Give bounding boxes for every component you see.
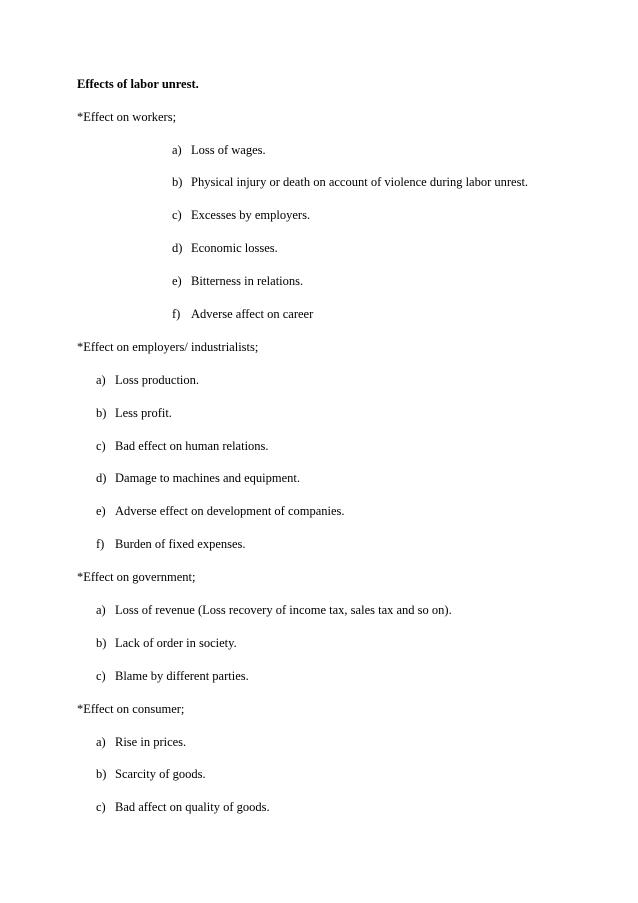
list-item-text: Scarcity of goods.: [115, 767, 206, 781]
list-item: [172, 240, 278, 256]
section-heading-employers: *Effect on employers/ industrialists;: [77, 340, 259, 354]
list-item: [172, 174, 528, 190]
list-item: [96, 438, 269, 454]
list-item: [96, 635, 237, 651]
list-item: [96, 668, 249, 684]
list-marker: a): [172, 143, 182, 157]
section-heading-government: *Effect on government;: [77, 570, 196, 584]
list-marker: a): [96, 735, 106, 749]
list-marker: d): [172, 241, 183, 255]
list-item: [96, 503, 345, 519]
list-marker: f): [96, 537, 105, 551]
list-marker: a): [96, 603, 106, 617]
list-item: [172, 142, 266, 158]
list-item-text: Adverse affect on career: [191, 307, 314, 321]
list-item-text: Rise in prices.: [115, 735, 187, 749]
list-item-text: Damage to machines and equipment.: [115, 471, 301, 485]
list-marker: c): [96, 669, 106, 683]
list-marker: c): [96, 800, 106, 814]
list-item: [96, 799, 270, 815]
list-marker: c): [172, 208, 182, 222]
list-marker: b): [172, 175, 183, 189]
list-marker: c): [96, 439, 106, 453]
list-item: [96, 536, 246, 552]
list-marker: b): [96, 767, 107, 781]
list-item: [172, 207, 310, 223]
list-item-text: Blame by different parties.: [115, 669, 249, 683]
list-marker: d): [96, 471, 107, 485]
list-item-text: Excesses by employers.: [191, 208, 311, 222]
section-heading-consumer: *Effect on consumer;: [77, 702, 185, 716]
list-marker: b): [96, 636, 107, 650]
list-item: [172, 273, 303, 289]
document-title: Effects of labor unrest.: [77, 77, 199, 91]
section-heading-workers: *Effect on workers;: [77, 110, 177, 124]
list-item-text: Less profit.: [115, 406, 172, 420]
list-item-text: Loss of revenue (Loss recovery of income tax, sales tax and so on).: [115, 603, 452, 617]
list-marker: e): [172, 274, 182, 288]
list-item: [172, 306, 313, 322]
list-item-text: Bad effect on human relations.: [115, 439, 269, 453]
list-item-text: Bad affect on quality of goods.: [115, 800, 270, 814]
list-item-text: Bitterness in relations.: [191, 274, 304, 288]
list-marker: e): [96, 504, 106, 518]
list-marker: a): [96, 373, 106, 387]
list-item-text: Economic losses.: [191, 241, 278, 255]
list-item-text: Lack of order in society.: [115, 636, 237, 650]
list-marker: b): [96, 406, 107, 420]
list-item: [96, 766, 206, 782]
list-item-text: Loss of wages.: [191, 143, 266, 157]
list-item: [96, 470, 300, 486]
list-item: [96, 405, 172, 421]
list-item: [96, 602, 452, 618]
list-item-text: Adverse effect on development of companies.: [115, 504, 345, 518]
list-item-text: Physical injury or death on account of violence during labor unrest.: [191, 175, 529, 189]
list-item-text: Burden of fixed expenses.: [115, 537, 246, 551]
list-item: [96, 372, 199, 388]
list-item: [96, 734, 186, 750]
list-marker: f): [172, 307, 181, 321]
list-item-text: Loss production.: [115, 373, 200, 387]
